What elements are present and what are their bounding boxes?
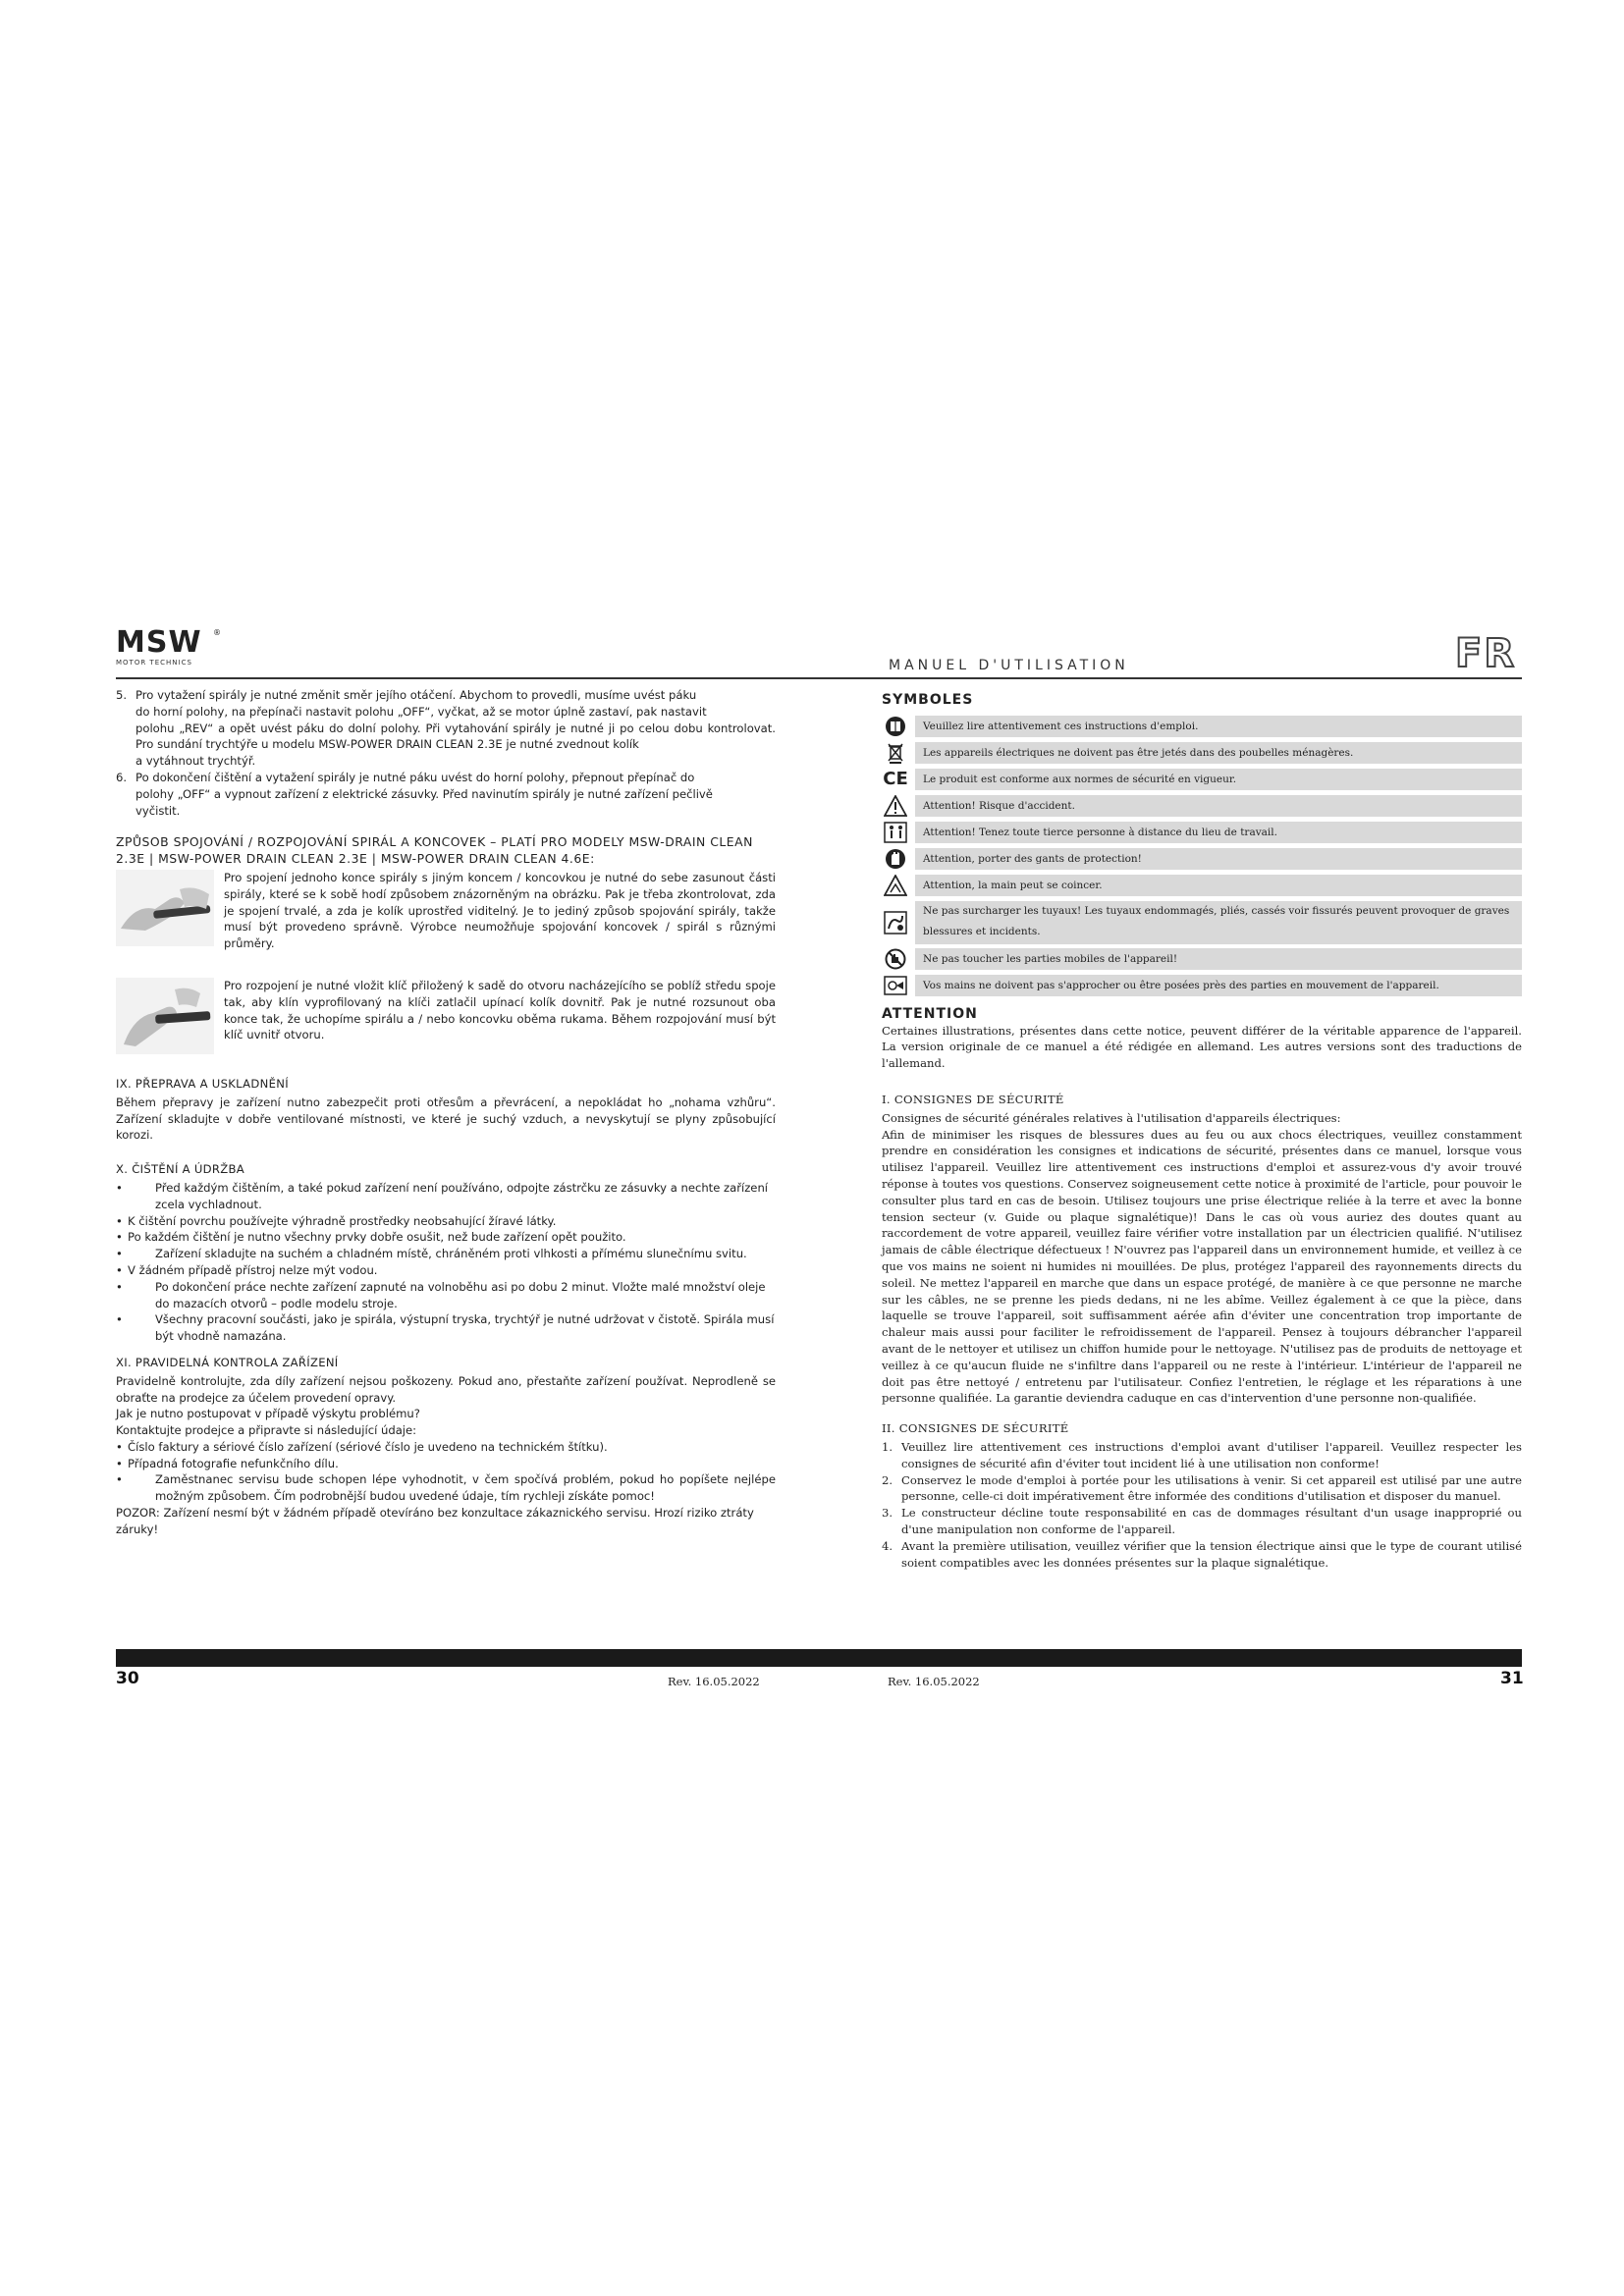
- list-item: • Po dokončení práce nechte zařízení zapnuté na volnoběhu asi po dobu 2 minut. Vložte malé množství oleje do mazacích otvorů – podle modelu stroje.: [116, 1279, 776, 1312]
- connect-heading: ZPŮSOB SPOJOVÁNÍ / ROZPOJOVÁNÍ SPIRÁL A KONCOVEK – PLATÍ PRO MODELY MSW-DRAIN CLEAN 2.3E | MSW-POWER DRAIN CLEAN 2.3E | MSW-POWER DRAIN CLEAN 4.6E:: [116, 834, 753, 867]
- list-item-6: 6. Po dokončení čištění a vytažení spirály je nutné páku uvést do horní polohy, přepnout přepínač do polohy „OFF“ a vypnout zařízení z elektrické zásuvky. Před navinutím spirály je nutné zařízení pečlivě vyčistit.: [116, 770, 713, 818]
- section-11-question: Jak je nutno postupovat v případě výskytu problému?: [116, 1407, 420, 1421]
- symbol-row: Les appareils électriques ne doivent pas être jetés dans des poubelles ménagères.: [882, 741, 1522, 766]
- symbol-row: Vos mains ne doivent pas s'approcher ou être posées près des parties en mouvement de l'appareil.: [882, 974, 1522, 998]
- list-item: 2. Conservez le mode d'emploi à portée pour les utilisations à venir. Si cet appareil est utilisé par une autre personne, celle-ci doit impérativement être informée des conditions d'utilisation et disposer du manuel.: [882, 1472, 1522, 1504]
- section-11-text: Pravidelně kontrolujte, zda díly zařízení nejsou poškozeny. Pokud ano, přestaňte zařízení používat. Neprodleně se obraťte na prodejce za účelem provedení opravy.: [116, 1373, 776, 1405]
- symbol-row: Ne pas surcharger les tuyaux! Les tuyaux endommagés, pliés, cassés voir fissurés peuvent provoquer de graves blessures et incidents.: [882, 900, 1522, 945]
- list-item: • Případná fotografie nefunkčního dílu.: [116, 1456, 776, 1472]
- footer-bar-left: [116, 1649, 803, 1667]
- left-page-column: [116, 687, 776, 1538]
- disconnect-paragraph: Pro rozpojení je nutné vložit klíč přiložený k sadě do otvoru nacházejícího se poblíž středu spoje tak, aby klín vyprofilovaný na klíči zatlačil upínací kolík dovnitř. Pak je nutné rozsunout oba konce tak, že uchopíme spirálu a / nebo koncovku oběma rukama. Během rozpojování musí být klíč uvnitř otvoru.: [224, 978, 776, 1042]
- list-item: 4. Avant la première utilisation, veuillez vérifier que la tension électrique ainsi que le type de courant utilisé soient compatibles avec les données présentes sur la plaque signalétique.: [882, 1538, 1522, 1570]
- section-11-contact: Kontaktujte prodejce a připravte si následující údaje:: [116, 1423, 417, 1438]
- manual-icon: [882, 716, 909, 737]
- section-2-heading: II. CONSIGNES DE SÉCURITÉ: [882, 1421, 1069, 1436]
- symbol-row: Veuillez lire attentivement ces instructions d'emploi.: [882, 715, 1522, 739]
- disconnect-figure-row: [116, 978, 776, 1054]
- connect-paragraph: Pro spojení jednoho konce spirály s jiným koncem / koncovkou je nutné do sebe zasunout části spirály, které se k sobě hodí způsobem znázorněným na obrázku. Pak je třeba zkontrolovat, zda je spojení trvalé, a zda je kolík uprostřed viditelný. Je to jediný způsob spojování spirály, takže musí být provedeno správně. Výrobce neumožňuje spojování koncovek / spirál s různými průměry.: [224, 870, 776, 951]
- spiral-connect-photo: [116, 870, 214, 946]
- hose-icon: [882, 912, 909, 934]
- distance-icon: [882, 822, 909, 843]
- list-item: 1. Veuillez lire attentivement ces instructions d'emploi avant d'utiliser l'appareil. Veuillez respecter les consignes de sécurité afin d'éviter tout incident lié à une utilisation non conforme!: [882, 1439, 1522, 1470]
- list-item-5: 5. Pro vytažení spirály je nutné změnit směr jejího otáčení. Abychom to provedli, musíme uvést páku do horní polohy, na přepínači nastavit polohu „OFF“, vyčkat, až se motor úplně zastaví, pak nastavit polohu „REV“ a opět uvést páku do dolní polohy. Při vytahování spirály je nutné ji po celou dobu kontrolovat. Pro sundání trychtýře u modelu MSW-POWER DRAIN CLEAN 2.3E je nutné zvednout kolík a vytáhnout trychtýř.: [116, 688, 776, 769]
- connect-figure-row: [116, 870, 776, 952]
- section-10-heading: X. ČIŠTĚNÍ A ÚDRŽBA: [116, 1162, 244, 1177]
- symbol-row: Attention, la main peut se coincer.: [882, 874, 1522, 898]
- logo-subtitle: MOTOR TECHNICS: [116, 659, 192, 667]
- attention-title: ATTENTION: [882, 1005, 978, 1022]
- list-item: • K čištění povrchu používejte výhradně prostředky neobsahující žíravé látky.: [116, 1213, 776, 1230]
- symbol-row: Ne pas toucher les parties mobiles de l'appareil!: [882, 947, 1522, 972]
- list-item: • Číslo faktury a sériové číslo zařízení (sériové číslo je uvedeno na technickém štítku).: [116, 1439, 776, 1456]
- symbol-row: Attention, porter des gants de protection!: [882, 847, 1522, 872]
- page-number-right: 31: [1500, 1669, 1524, 1688]
- warning-icon: [882, 795, 909, 817]
- attention-text: Certaines illustrations, présentes dans cette notice, peuvent différer de la véritable apparence de l'appareil. La version originale de ce manuel a été rédigée en allemand. Les autres versions sont des traductions de l'allemand.: [882, 1023, 1522, 1071]
- section-10-bullets: [116, 1180, 776, 1345]
- manual-title: MANUEL D'UTILISATION: [889, 658, 1129, 673]
- right-page-column: [882, 692, 1522, 1571]
- list-item: • V žádném případě přístroj nelze mýt vodou.: [116, 1262, 776, 1279]
- msw-logo: [116, 625, 224, 667]
- section-9-heading: IX. PŘEPRAVA A USKLADNĚNÍ: [116, 1076, 289, 1091]
- list-item: • Před každým čištěním, a také pokud zařízení není používáno, odpojte zástrčku ze zásuvky a nechte zařízení zcela vychladnout.: [116, 1180, 776, 1213]
- gloves-icon: [882, 848, 909, 870]
- revision-right: Rev. 16.05.2022: [888, 1675, 980, 1688]
- header-rule: [116, 677, 1522, 679]
- bin-icon: [882, 742, 909, 764]
- symbol-row: Attention! Tenez toute tierce personne à distance du lieu de travail.: [882, 821, 1522, 845]
- list-item: • Zaměstnanec servisu bude schopen lépe vyhodnotit, v čem spočívá problém, pokud ho popíšete nejlépe možným způsobem. Čím podrobnější budou uvedené údaje, tím rychleji získáte pomoc!: [116, 1471, 776, 1505]
- footer-bar-right: [803, 1649, 1522, 1667]
- symbols-title: SYMBOLES: [882, 692, 974, 708]
- section-11-heading: XI. PRAVIDELNÁ KONTROLA ZAŘÍZENÍ: [116, 1355, 339, 1369]
- list-item: • Po každém čištění je nutno všechny prvky dobře osušit, než bude zařízení opět použito.: [116, 1229, 776, 1246]
- page-number-left: 30: [116, 1669, 139, 1688]
- section-1-heading: I. CONSIGNES DE SÉCURITÉ: [882, 1092, 1064, 1106]
- revision-left: Rev. 16.05.2022: [668, 1675, 760, 1688]
- moving-parts-icon: [882, 975, 909, 996]
- symbol-row: CE Le produit est conforme aux normes de sécurité en vigueur.: [882, 768, 1522, 792]
- logo-mark: MSW: [116, 625, 202, 660]
- section-9-text: Během přepravy je zařízení nutno zabezpečit proti otřesům a převrácení, a nepokládat ho „nohama vzhůru“. Zařízení skladujte v dobře ventilované místnosti, ve které je suchý vzduch, a nevyskytují se plyny způsobující korozi.: [116, 1095, 776, 1143]
- list-item: 3. Le constructeur décline toute responsabilité en cas de dommages résultant d'un usage inapproprié ou d'une manipulation non conforme de l'appareil.: [882, 1506, 1522, 1536]
- section-11-warning: POZOR: Zařízení nesmí být v žádném případě otevíráno bez konzultace zákaznického servisu. Hrozí riziko ztráty záruky!: [116, 1506, 754, 1536]
- list-item: • Zařízení skladujte na suchém a chladném místě, chráněném proti vlhkosti a přímému slunečnímu svitu.: [116, 1246, 776, 1262]
- language-badge: FR: [1455, 631, 1517, 676]
- section-1-intro: Consignes de sécurité générales relatives à l'utilisation d'appareils électriques:: [882, 1110, 1341, 1125]
- section-1-text: Afin de minimiser les risques de blessures dues au feu ou aux chocs électriques, veuillez constamment prendre en considération les consignes et indications de sécurité, présentes dans ce manuel, lorsque vous utilisez l'appareil. Veuillez lire attentivement ces instructions d'emploi et assurez-vous d'y avoir trouvé réponse à toutes vos questions. Conservez soigneusement cette notice à proximité de l'article, pour pouvoir le consulter plus tard en cas de besoin. Utilisez toujours une prise électrique reliée à la terre et avec la bonne tension secteur (v. Guide ou plaque signalétique)! Dans le cas où vous auriez des doutes quant au raccordement de votre appareil, veuillez faire vérifier votre installation par un électricien qualifié. N'utilisez jamais de câble électrique défectueux ! N'ouvrez pas l'appareil dans un environnement humide, et veillez à ce que vos mains ne soient ni humides ni mouillées. De plus, protégez l'appareil des rayonnements directs du soleil. Ne mettez l'appareil en marche que dans un espace protégé, de manière à ce que personne ne marche sur les câbles, ne se prenne les pieds dedans, ni ne les abîme. Veillez également à ce que la pièce, dans laquelle se trouve l'appareil, soit suffisamment aérée afin d'éviter une concentration trop importante de chaleur mais aussi pour faciliter le refroidissement de l'appareil. Pensez à toujours débrancher l'appareil avant de le nettoyer et utilisez un chiffon humide pour le nettoyage. N'utilisez pas de produits de nettoyage et veillez à ce qu'aucun fluide ne s'infiltre dans l'appareil ou ne reste à l'intérieur. L'intérieur de l'appareil ne doit pas être nettoyé / entretenu par l'utilisateur. Confiez l'entretien, le réglage et les réparations à une personne qualifiée. La garantie deviendra caduque en cas d'intervention d'une personne non-qualifiée.: [882, 1127, 1522, 1406]
- no-touch-icon: [882, 948, 909, 970]
- list-item: • Všechny pracovní součásti, jako je spirála, výstupní tryska, trychtýř je nutné udržovat v čistotě. Spirála musí být vhodně namazána.: [116, 1311, 776, 1345]
- logo-registered: ®: [213, 628, 221, 637]
- spiral-disconnect-photo: [116, 978, 214, 1054]
- symbol-row: Attention! Risque d'accident.: [882, 794, 1522, 819]
- ce-icon: CE: [883, 768, 908, 789]
- pinch-icon: [882, 875, 909, 896]
